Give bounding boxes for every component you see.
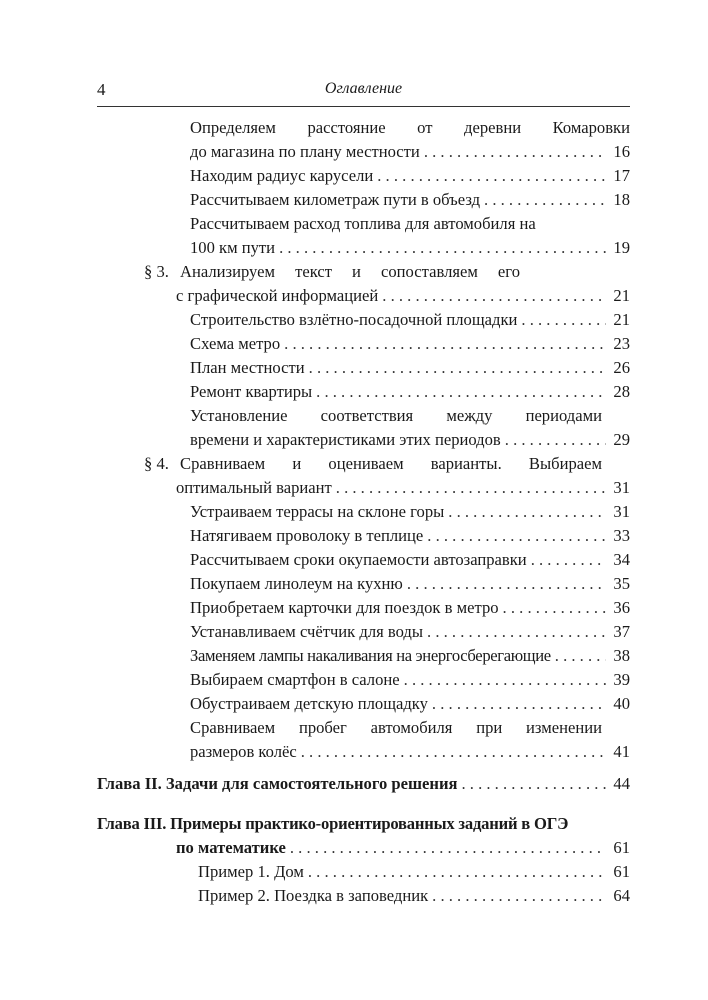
toc-entry-title: Рассчитываем сроки окупаемости автозаправки bbox=[190, 550, 527, 569]
dot-leader bbox=[551, 644, 606, 668]
toc-page-number: 21 bbox=[613, 310, 630, 329]
toc-entry-title: Обустраиваем детскую площадку bbox=[190, 694, 428, 713]
dot-leader bbox=[499, 596, 606, 620]
toc-page-number: 21 bbox=[613, 286, 630, 305]
dot-leader bbox=[275, 236, 606, 260]
toc-entry-title: Находим радиус карусели bbox=[190, 166, 374, 185]
toc-entry[interactable] bbox=[190, 356, 630, 380]
toc-entry-title: Выбираем смартфон в салоне bbox=[190, 670, 400, 689]
toc-page-number: 34 bbox=[613, 550, 630, 569]
toc-entry-title: Схема метро bbox=[190, 334, 281, 353]
toc-entry-title: Пример 1. Дом bbox=[198, 862, 304, 881]
dot-leader bbox=[400, 668, 606, 692]
toc-entry[interactable] bbox=[190, 164, 630, 188]
toc-entry[interactable] bbox=[190, 692, 630, 716]
toc-entry-title: План местности bbox=[190, 358, 305, 377]
toc-entry[interactable] bbox=[176, 284, 630, 308]
dot-leader bbox=[305, 356, 606, 380]
toc-entry[interactable] bbox=[190, 740, 630, 764]
toc-page-number: 29 bbox=[613, 430, 630, 449]
dot-leader bbox=[428, 692, 606, 716]
toc-entry-title: Приобретаем карточки для поездок в метро bbox=[190, 598, 499, 617]
toc-page-number: 33 bbox=[613, 526, 630, 545]
chapter-entry[interactable] bbox=[97, 772, 630, 796]
toc-entry[interactable] bbox=[198, 884, 630, 908]
chapter-title: Глава II. Задачи для самостоятельного решения bbox=[97, 774, 458, 793]
dot-leader bbox=[423, 524, 606, 548]
toc-entry-title: Устанавливаем счётчик для воды bbox=[190, 622, 424, 641]
toc-page-number: 26 bbox=[613, 358, 630, 377]
toc-entry[interactable] bbox=[190, 572, 630, 596]
dot-leader bbox=[378, 284, 606, 308]
toc-entry-title: Покупаем линолеум на кухню bbox=[190, 574, 403, 593]
toc-page-number: 31 bbox=[613, 478, 630, 497]
toc-page-number: 16 bbox=[613, 142, 630, 161]
dot-leader bbox=[373, 164, 606, 188]
section-heading: Сравниваем и оцениваем варианты. Выбираем bbox=[180, 454, 602, 473]
toc-entry-title: Заменяем лампы накаливания на энергосберегающие bbox=[190, 646, 551, 665]
toc-entry-title: Устраиваем террасы на склоне горы bbox=[190, 502, 445, 521]
toc-entry[interactable] bbox=[190, 596, 630, 620]
toc-entry-title: до магазина по плану местности bbox=[190, 142, 420, 161]
toc-entry-title: размеров колёс bbox=[190, 742, 297, 761]
toc-entry-title: Пример 2. Поездка в заповедник bbox=[198, 886, 429, 905]
toc-entry[interactable] bbox=[190, 332, 630, 356]
dot-leader bbox=[332, 476, 606, 500]
toc-page-number: 31 bbox=[613, 502, 630, 521]
toc-entry-title: времени и характеристиками этих периодов bbox=[190, 430, 501, 449]
toc-page-number: 39 bbox=[613, 670, 630, 689]
chapter-title: по математике bbox=[176, 838, 286, 857]
toc-line: Установление соответствия между периодами bbox=[190, 406, 602, 425]
toc-entry[interactable] bbox=[190, 620, 630, 644]
dot-leader bbox=[480, 188, 606, 212]
toc-line: Сравниваем пробег автомобиля при изменении bbox=[190, 718, 602, 737]
toc-page-number: 61 bbox=[613, 838, 630, 857]
toc-page-number: 36 bbox=[613, 598, 630, 617]
dot-leader bbox=[304, 860, 606, 884]
toc-entry-title: Натягиваем проволоку в теплице bbox=[190, 526, 424, 545]
toc-page-number: 17 bbox=[613, 166, 630, 185]
toc-entry-title: оптимальный вариант bbox=[176, 478, 332, 497]
toc-entry[interactable] bbox=[190, 308, 630, 332]
toc-page-number: 35 bbox=[613, 574, 630, 593]
toc-entry[interactable] bbox=[190, 668, 630, 692]
dot-leader bbox=[286, 836, 606, 860]
dot-leader bbox=[501, 428, 606, 452]
dot-leader bbox=[420, 140, 606, 164]
toc-page-number: 19 bbox=[613, 238, 630, 257]
chapter-title: Глава III. Примеры практико-ориентированных заданий в ОГЭ bbox=[97, 814, 569, 833]
page-number: 4 bbox=[97, 80, 106, 99]
toc-page-number: 44 bbox=[613, 774, 630, 793]
toc-entry-title: Ремонт квартиры bbox=[190, 382, 313, 401]
toc-entry[interactable] bbox=[190, 236, 630, 260]
chapter-entry[interactable] bbox=[176, 836, 630, 860]
running-title: Оглавление bbox=[324, 80, 403, 97]
dot-leader bbox=[403, 572, 606, 596]
toc-line: Рассчитываем расход топлива для автомобиля на bbox=[190, 214, 536, 233]
section-number: § 3. bbox=[144, 262, 169, 281]
toc-entry[interactable] bbox=[190, 380, 630, 404]
dot-leader bbox=[428, 884, 606, 908]
toc-page-number: 28 bbox=[613, 382, 630, 401]
toc-page-number: 18 bbox=[613, 190, 630, 209]
toc-entry[interactable] bbox=[190, 188, 630, 212]
toc-entry[interactable] bbox=[190, 524, 630, 548]
toc-page-number: 37 bbox=[613, 622, 630, 641]
toc-entry[interactable] bbox=[190, 548, 630, 572]
toc-entry[interactable] bbox=[190, 140, 630, 164]
dot-leader bbox=[423, 620, 606, 644]
toc-page-number: 41 bbox=[613, 742, 630, 761]
toc-entry-title: 100 км пути bbox=[190, 238, 276, 257]
dot-leader bbox=[297, 740, 606, 764]
section-number: § 4. bbox=[144, 454, 169, 473]
toc-entry-title: Строительство взлётно-посадочной площадки bbox=[190, 310, 518, 329]
toc-page-number: 23 bbox=[613, 334, 630, 353]
toc-entry[interactable] bbox=[198, 860, 630, 884]
dot-leader bbox=[312, 380, 606, 404]
dot-leader bbox=[527, 548, 606, 572]
dot-leader bbox=[457, 772, 606, 796]
dot-leader bbox=[444, 500, 606, 524]
toc-line: Определяем расстояние от деревни Комаровки bbox=[190, 118, 630, 137]
dot-leader bbox=[517, 308, 606, 332]
toc-entry[interactable] bbox=[190, 500, 630, 524]
toc-entry[interactable] bbox=[190, 428, 630, 452]
toc-entry[interactable] bbox=[190, 644, 630, 668]
section-heading: Анализируем текст и сопоставляем его bbox=[180, 262, 520, 281]
dot-leader bbox=[280, 332, 606, 356]
toc-page-number: 61 bbox=[613, 862, 630, 881]
toc-entry-title: с графической информацией bbox=[176, 286, 379, 305]
toc-page-number: 40 bbox=[613, 694, 630, 713]
toc-entry-title: Рассчитываем километраж пути в объезд bbox=[190, 190, 481, 209]
toc-entry[interactable] bbox=[176, 476, 630, 500]
toc-page-number: 64 bbox=[613, 886, 630, 905]
toc-page-number: 38 bbox=[613, 646, 630, 665]
